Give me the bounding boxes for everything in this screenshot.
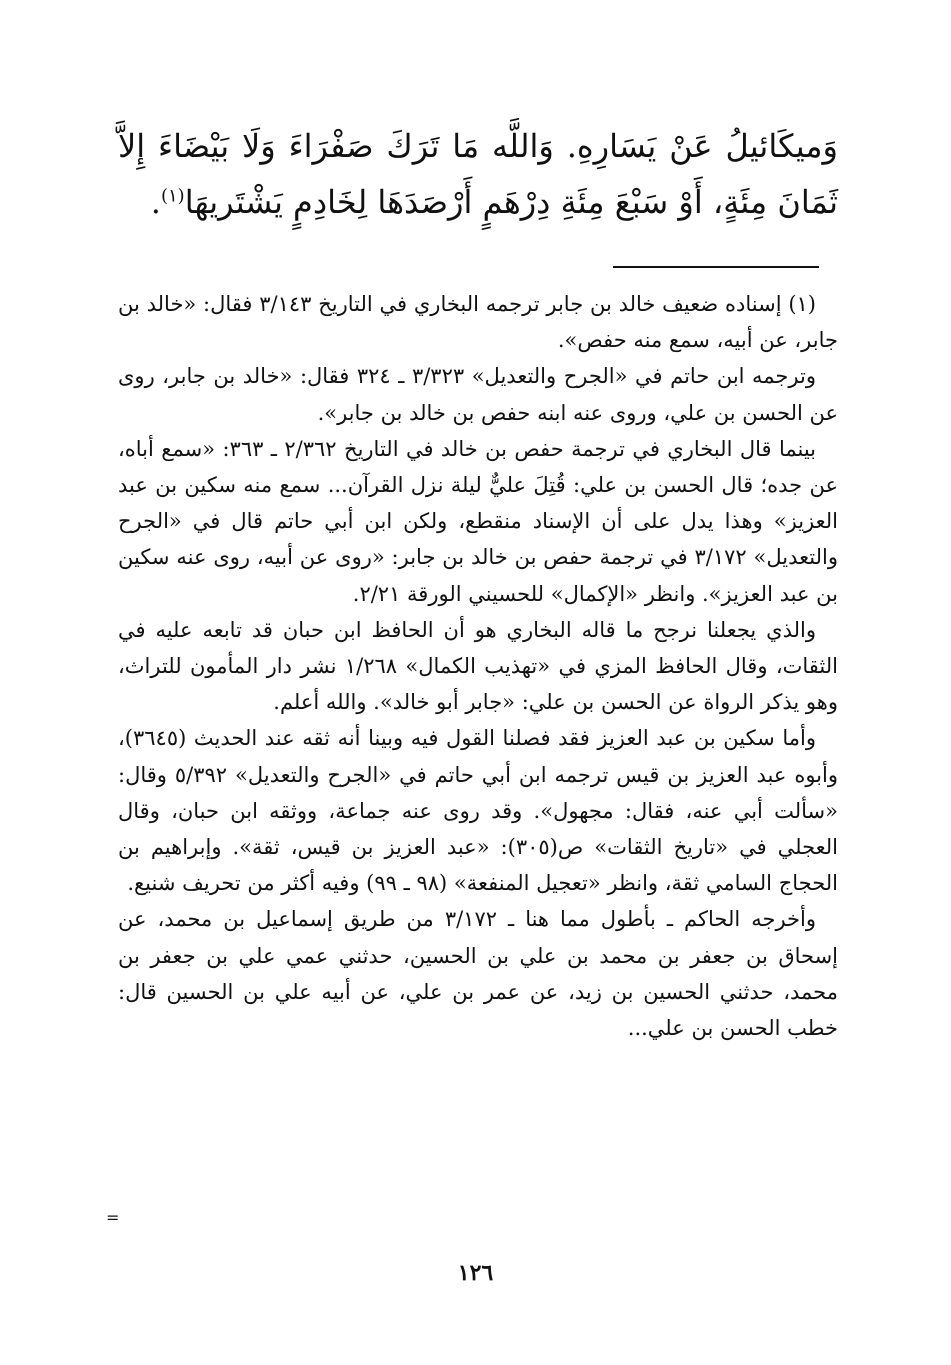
main-text (118, 118, 838, 230)
footnote-paragraph: وترجمه ابن حاتم في «الجرح والتعديل» ٣/٣٢٣ ـ ٣٢٤ فقال: «خالد بن جابر، روى عن الحسن بن علي، وروى عنه ابنه حفص بن خالد بن جابر». (118, 364, 838, 425)
main-text-line-2: مِئَةٍ، أَوْ سَبْعَ مِئَةِ دِرْهَمٍ أَرْصَدَهَا لِخَادِمٍ يَشْتَريهَا (184, 183, 768, 221)
main-text-end: . (150, 183, 161, 221)
footnote-paragraph: وأما سكين بن عبد العزيز فقد فصلنا القول فيه وبينا أنه ثقه عند الحديث (٣٦٤٥)، وأبوه عبد العزيز بن قيس ترجمه ابن أبي حاتم في «الجرح والتعديل» ٥/٣٩٢ وقال: «سألت أبي عنه، فقال: مجهول». وقد روى عنه جماعة، ووثقه ابن حبان، وقال العجلي في «تاريخ الثقات» ص(٣٠٥): «عبد العزيز بن قيس، ثقة». وإبراهيم بن الحجاج السامي ثقة، وانظر «تعجيل المنفعة» (٩٨ ـ ٩٩) وفيه أكثر من تحريف شنيع. (118, 726, 838, 896)
footnote-reference: (١) (160, 185, 185, 207)
footnote-paragraph: (١) إسناده ضعيف خالد بن جابر ترجمه البخاري في التاريخ ٣/١٤٣ فقال: «خالد بن جابر، عن أبيه، سمع منه حفص». (118, 292, 838, 353)
footnote-paragraph: والذي يجعلنا نرجح ما قاله البخاري هو أن الحافظ ابن حبان قد تابعه عليه في الثقات، وقال الحافظ المزي في «تهذيب الكمال» ١/٢٦٨ نشر دار المأمون للتراث، وهو يذكر الرواة عن الحسن بن علي: «جابر أبو خالد». والله أعلم. (118, 617, 838, 715)
footnote-paragraph: بينما قال البخاري في ترجمة حفص بن خالد في التاريخ ٢/٣٦٢ ـ ٣٦٣: «سمع أباه، عن جده؛ قال الحسن بن علي: قُتِلَ عليٌّ ليلة نزل القرآن... سمع منه سكين بن عبد العزيز» وهذا يدل على أن الإسناد منقطع، ولكن ابن أبي حاتم قال في «الجرح والتعديل» ٣/١٧٢ في ترجمة حفص بن خالد بن جابر: «روى عن أبيه، روى عنه سكين بن عبد العزيز». وانظر «الإكمال» للحسيني الورقة ٢/٢١. (118, 436, 839, 606)
main-text-line-1: وَميكَائيلُ عَنْ يَسَارِهِ. وَاللَّه مَا تَرَكَ صَفْرَاءَ وَلَا بَيْضَاءَ إِلاَّ ثَمَانَ (118, 127, 839, 221)
page-number: ١٢٦ (457, 1260, 494, 1286)
footnote-divider (613, 266, 819, 268)
continuation-marker: = (106, 1208, 120, 1227)
footnote-paragraph: وأخرجه الحاكم ـ بأطول مما هنا ـ ٣/١٧٢ من طريق إسماعيل بن محمد، عن إسحاق بن جعفر بن محمد بن علي بن الحسين، حدثني عمي علي بن جعفر بن محمد، حدثني الحسين بن زيد، عن عمر بن علي، عن أبيه علي بن الحسين قال: خطب الحسن بن علي... (118, 907, 838, 1041)
footnotes (118, 286, 838, 1046)
